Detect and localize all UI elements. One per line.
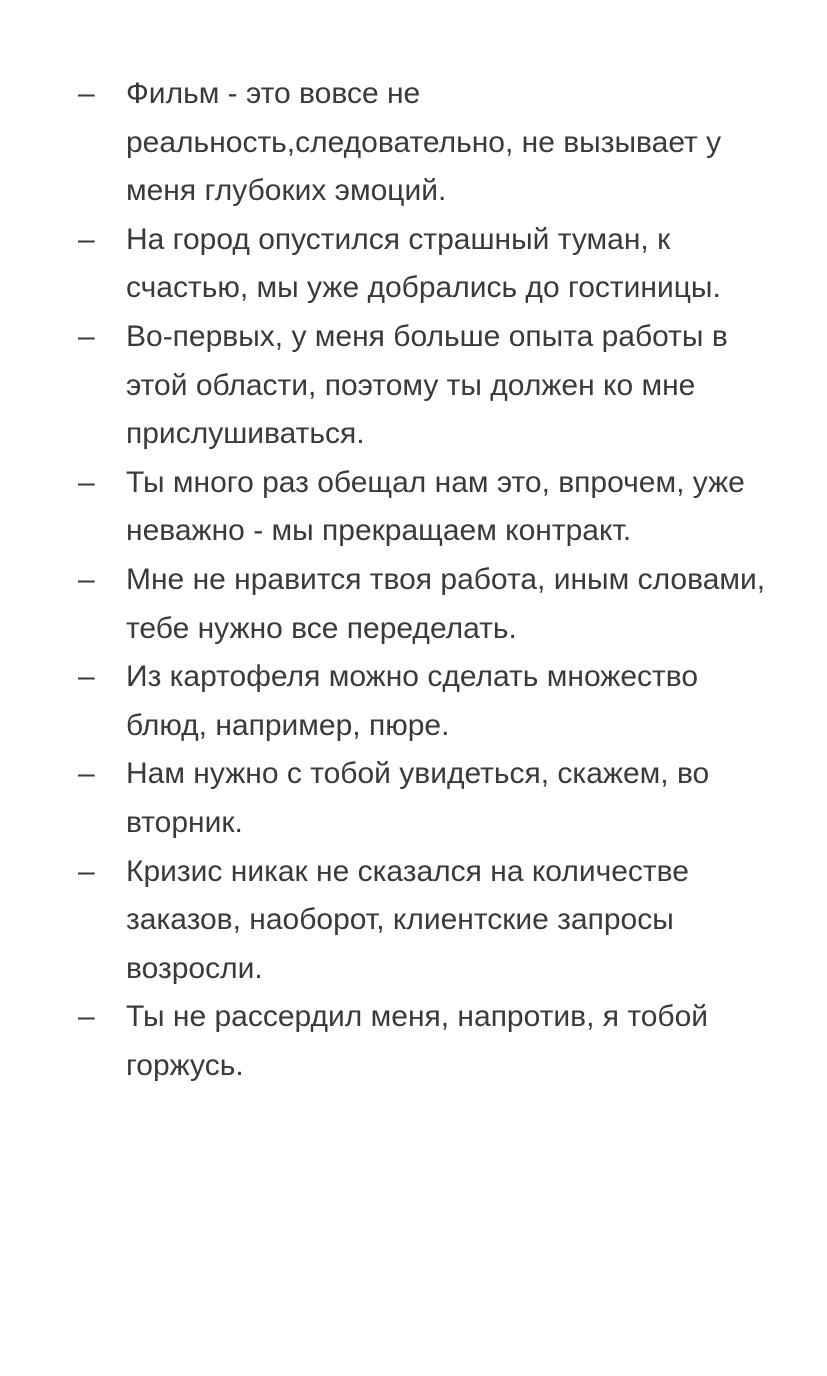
dash-bullet: – (78, 465, 95, 499)
sentence-text: Мне не нравится твоя работа, иным словами, тебе нужно все переделать. (126, 562, 766, 645)
dash-bullet: – (78, 222, 95, 256)
list-item (78, 750, 778, 847)
sentence-text: Кризис никак не сказался на количестве заказов, наоборот, клиентские запросы возросли. (126, 854, 689, 985)
list-item (78, 653, 778, 750)
dash-bullet: – (78, 319, 95, 353)
dash-bullet: – (78, 1000, 95, 1034)
sentence-text: Из картофеля можно сделать множество блюд, например, пюре. (126, 660, 699, 742)
sentence-text: Фильм - это вовсе не реальность,следовательно, не вызывает у меня глубоких эмоций. (126, 77, 722, 208)
list-item (78, 70, 778, 216)
list-item (78, 216, 778, 313)
dash-bullet: – (78, 660, 95, 694)
list-item (78, 313, 778, 459)
list-item (78, 556, 778, 653)
sentence-text: Ты много раз обещал нам это, впрочем, уже неважно - мы прекращаем контракт. (126, 465, 745, 548)
list-item (78, 848, 778, 994)
dash-bullet: – (78, 757, 95, 791)
dash-bullet: – (78, 854, 95, 888)
sentence-text: На город опустился страшный туман, к счастью, мы уже добрались до гостиницы. (126, 222, 721, 305)
dash-bullet: – (78, 562, 95, 596)
dash-bullet: – (78, 77, 95, 110)
sentence-list (78, 70, 778, 1090)
sentence-text: Во-первых, у меня больше опыта работы в этой области, поэтому ты должен ко мне прислушиваться. (126, 319, 728, 451)
sentence-text: Нам нужно с тобой увидеться, скажем, во вторник. (126, 757, 710, 839)
list-item (78, 993, 778, 1090)
list-item (78, 459, 778, 556)
sentence-text: Ты не рассердил меня, напротив, я тобой горжусь. (126, 1000, 709, 1082)
